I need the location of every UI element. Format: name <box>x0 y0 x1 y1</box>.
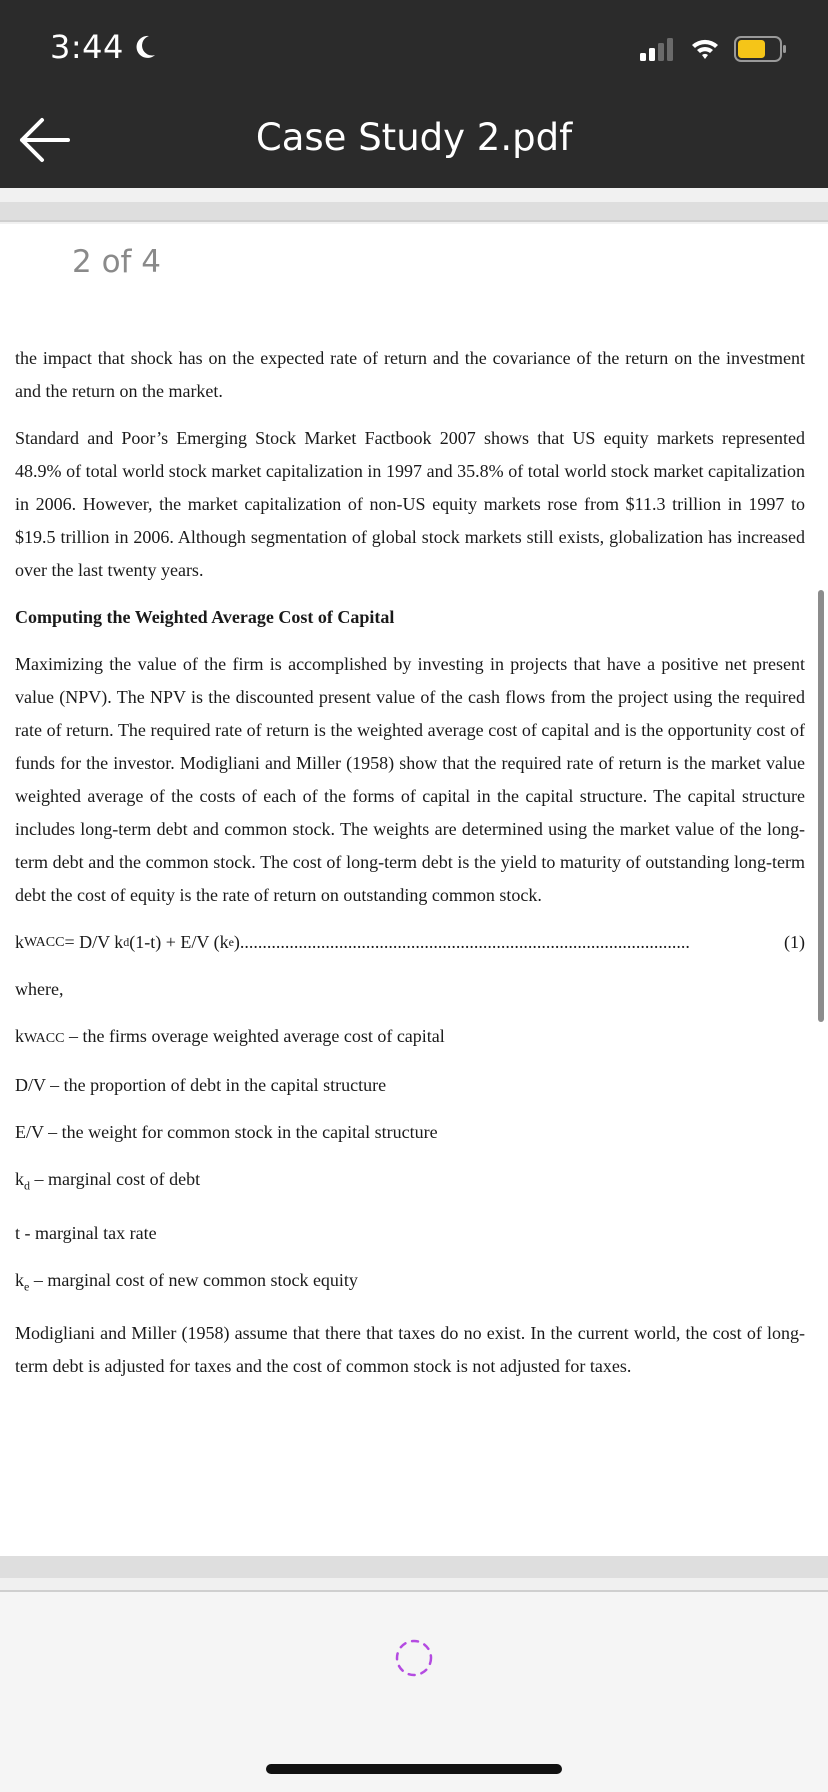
formula-e-subscript: e <box>228 935 234 949</box>
top-navigation-bar <box>0 0 828 188</box>
paragraph: Modigliani and Miller (1958) assume that there that taxes do no exist. In the current world, the cost of long-term debt is adjusted for taxes and the cost of common stock is not adjusted for taxes. <box>15 1323 805 1377</box>
wifi-icon <box>690 37 720 61</box>
formula-d-subscript: d <box>123 935 130 949</box>
page-separator-bottom <box>0 1556 828 1592</box>
definition-dv: D/V – the proportion of debt in the capital structure <box>15 1075 387 1095</box>
pdf-page[interactable] <box>0 224 828 1556</box>
page-separator-line <box>0 202 828 222</box>
equation-number: (1) <box>784 932 805 952</box>
formula-part: (1-t) + E/V (k <box>129 932 229 952</box>
definition-t: t - marginal tax rate <box>15 1222 157 1243</box>
battery-icon <box>734 36 788 62</box>
home-indicator[interactable] <box>266 1764 562 1774</box>
paragraph: Maximizing the value of the firm is accomplished by investing in projects that have a positive net present value (NPV). The NPV is the discounted present value of the cash flows from the project using the required rate of return. The required rate of return is the weighted average cost of capital and is the opportunity cost of funds for the investor. Modigliani and Miller (1958) show that the required rate of return is the market value weighted average of the costs of each of the forms of capital in the capital structure. The capital structure includes long-term debt and common stock. The weights are determined using the market value of the long-term debt and the common stock. The cost of long-term debt is the yield to maturity of outstanding long-term debt the cost of equity is the rate of return on outstanding common stock. <box>15 654 805 905</box>
cellular-signal-icon <box>640 37 676 61</box>
scrollbar[interactable] <box>818 590 824 1022</box>
section-heading: Computing the Weighted Average Cost of Capital <box>15 607 395 627</box>
paragraph: the impact that shock has on the expected rate of return and the covariance of the return on the investment and the return on the market. <box>15 348 805 401</box>
page-separator-shade <box>0 1556 828 1578</box>
formula-leader-dots: .................................................................................................... <box>239 932 690 952</box>
status-time: 3:44 <box>50 28 158 66</box>
definition-kwacc: kWACC – the firms overage weighted average cost of capital <box>15 1026 445 1046</box>
document-title: Case Study 2.pdf <box>255 116 573 159</box>
formula-part: ) <box>233 932 240 952</box>
page-content <box>15 342 805 1397</box>
page-indicator: 2 of 4 <box>72 244 162 280</box>
formula-wacc-subscript: WACC <box>24 935 65 950</box>
definition-kd: $k_d$ – marginal cost of debt <box>15 1169 201 1193</box>
formula-k: k <box>15 932 24 952</box>
formula-part: = D/V k <box>64 932 124 952</box>
where-label: where, <box>15 979 64 999</box>
loading-spinner-icon <box>392 1636 436 1680</box>
paragraph: Standard and Poor’s Emerging Stock Market Factbook 2007 shows that US equity markets represented 48.9% of total world stock market capitalization in 1997 and 35.8% of total world stock market capitalization in 2006. However, the market capitalization of non-US equity markets rose from $11.3 trillion in 1997 to $19.5 trillion in 2006. Although segmentation of global stock markets still exists, globalization has increased over the last twenty years. <box>15 428 805 580</box>
wacc-formula <box>15 926 805 959</box>
moon-icon <box>132 33 158 61</box>
definition-ev: E/V – the weight for common stock in the capital structure <box>15 1122 438 1142</box>
definition-ke: $k_e$ – marginal cost of new common stock equity <box>15 1269 358 1294</box>
status-icons <box>640 36 788 62</box>
